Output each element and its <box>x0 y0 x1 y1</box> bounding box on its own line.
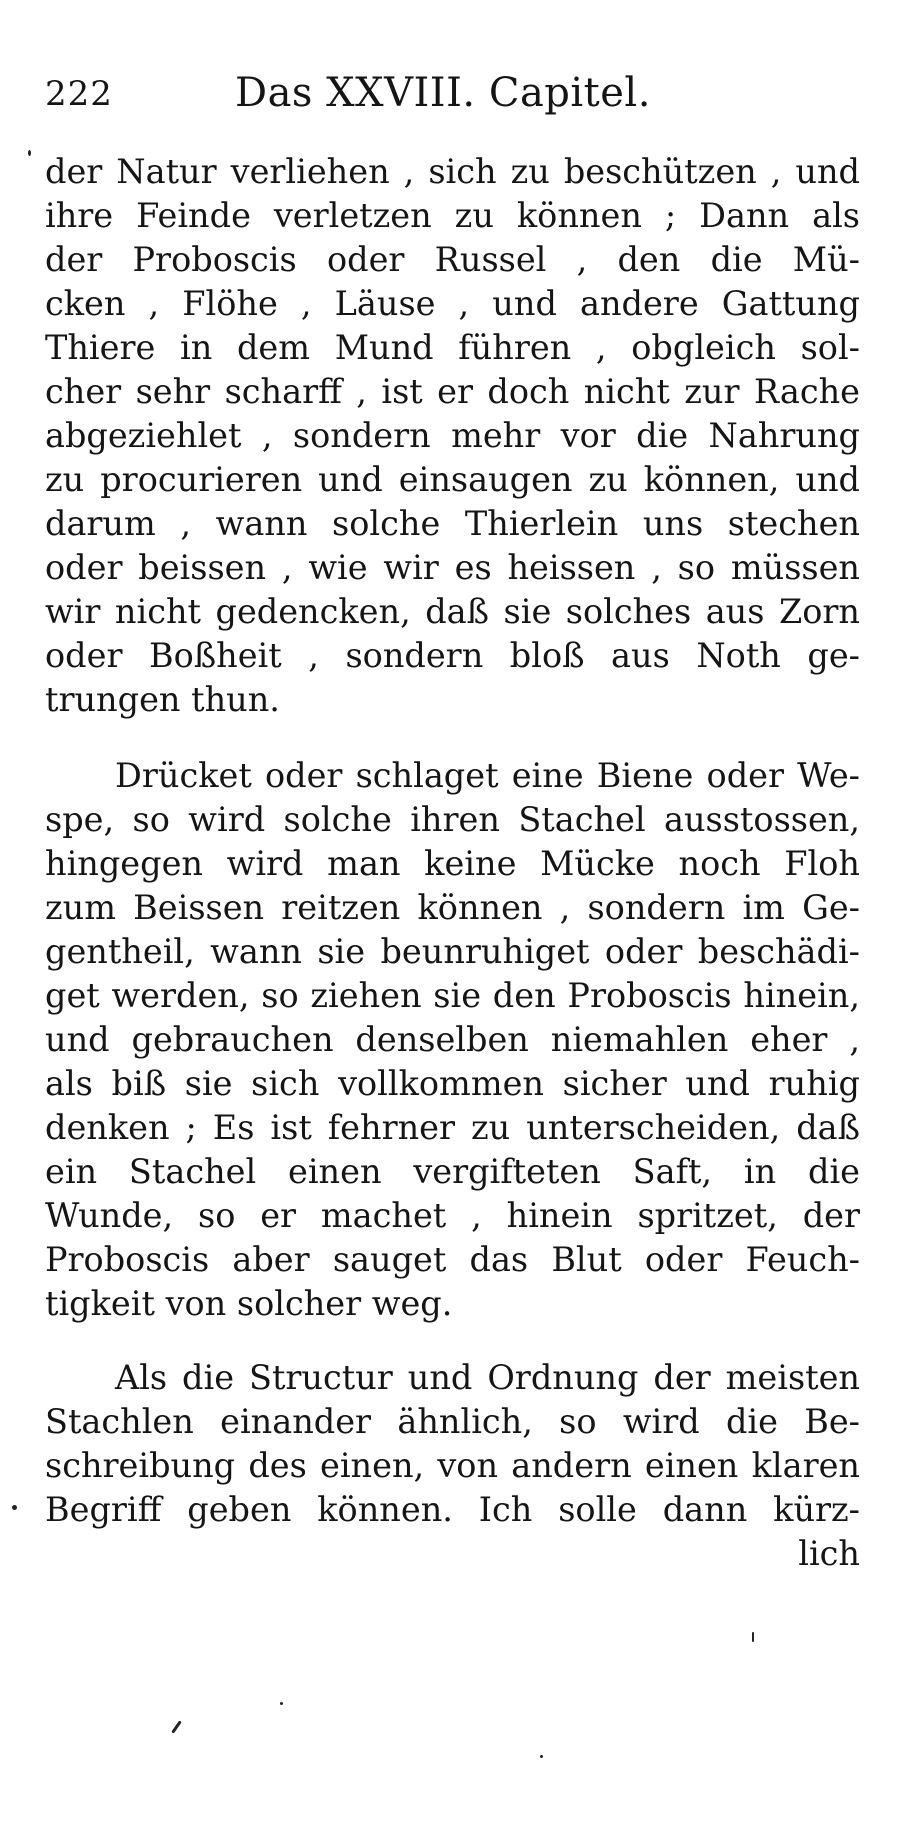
text-line: cken , Flöhe , Läuse , und andere Gattung <box>45 284 860 323</box>
ink-speck <box>12 1505 17 1510</box>
text-line: Thiere in dem Mund führen , obgleich sol- <box>45 328 860 367</box>
text-line: Als die Structur und Ordnung der meisten <box>115 1358 860 1397</box>
text-line: oder Boßheit , sondern bloß aus Noth ge- <box>45 636 860 675</box>
text-line: ein Stachel einen vergifteten Saft, in die <box>45 1152 860 1191</box>
text-line: hingegen wird man keine Mücke noch Floh <box>45 844 860 883</box>
text-line: der Natur verliehen , sich zu beschützen , und <box>45 152 860 191</box>
page-header <box>45 70 865 130</box>
catchword: lich <box>798 1534 860 1573</box>
text-line: schreibung des einen, von andern einen klaren <box>45 1446 860 1485</box>
paragraph-1 <box>45 150 860 722</box>
text-line: spe, so wird solche ihren Stachel ausstossen, <box>45 800 860 839</box>
text-line: Proboscis aber sauget das Blut oder Feuch- <box>45 1240 860 1279</box>
text-line: get werden, so ziehen sie den Proboscis hinein, <box>45 976 860 1015</box>
text-line: oder beissen , wie wir es heissen , so müssen <box>45 548 860 587</box>
text-line: und gebrauchen denselben niemahlen eher , <box>45 1020 860 1059</box>
text-line: der Proboscis oder Russel , den die Mü- <box>45 240 860 279</box>
text-line: zum Beissen reitzen können , sondern im Ge- <box>45 888 860 927</box>
paragraph-2 <box>45 754 860 1326</box>
text-line: cher sehr scharff , ist er doch nicht zur Rache <box>45 372 860 411</box>
text-line: ihre Feinde verletzen zu können ; Dann als <box>45 196 860 235</box>
text-line: darum , wann solche Thierlein uns stechen <box>45 504 860 543</box>
text-line: gentheil, wann sie beunruhiget oder beschädi- <box>45 932 860 971</box>
text-line: zu procurieren und einsaugen zu können, und <box>45 460 860 499</box>
text-line: tigkeit von solcher weg. <box>45 1284 453 1323</box>
text-line: Drücket oder schlaget eine Biene oder We- <box>115 756 860 795</box>
running-head: Das XXVIII. Capitel. <box>235 70 651 116</box>
ink-speck <box>171 1720 181 1733</box>
ink-speck <box>28 150 31 156</box>
paragraph-3 <box>45 1356 860 1576</box>
ink-speck <box>752 1632 754 1642</box>
text-line: Stachlen einander ähnlich, so wird die Be- <box>45 1402 860 1441</box>
text-line: abgeziehlet , sondern mehr vor die Nahrung <box>45 416 860 455</box>
text-line: Wunde, so er machet , hinein spritzet, der <box>45 1196 860 1235</box>
body-text <box>45 150 860 1576</box>
text-line: als biß sie sich vollkommen sicher und ruhig <box>45 1064 860 1103</box>
text-line: trungen thun. <box>45 680 280 719</box>
text-line: denken ; Es ist fehrner zu unterscheiden, daß <box>45 1108 860 1147</box>
ink-speck <box>540 1755 543 1758</box>
text-line: wir nicht gedencken, daß sie solches aus Zorn <box>45 592 860 631</box>
text-line: Begriff geben können. Ich solle dann kürz- <box>45 1490 860 1529</box>
page-number: 222 <box>45 74 113 114</box>
ink-speck <box>280 1702 283 1705</box>
